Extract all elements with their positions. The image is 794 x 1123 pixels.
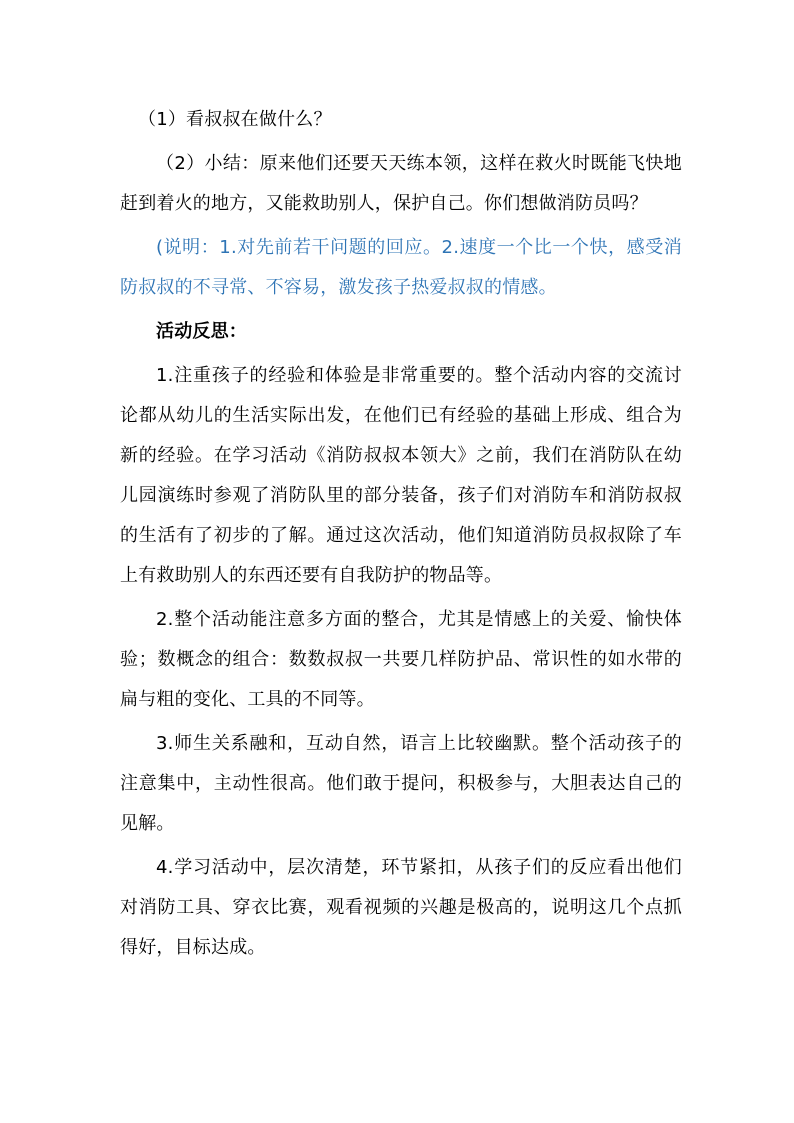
reflection-point-1: 1.注重孩子的经验和体验是非常重要的。整个活动内容的交流讨论都从幼儿的生活实际出发，在他们已有经验的基础上形成、组合为新的经验。在学习活动《消防叔叔本领大》之前，我们在消防队在幼儿园演练时参观了消防队里的部分装备，孩子们对消防车和消防叔叔的生活有了初步的了解。通过这次活动，他们知道消防员叔叔除了车上有救助别人的东西还要有自我防护的物品等。 [120,365,682,586]
question-1: （1）看叔叔在做什么？ [138,109,332,130]
question-2-summary: （2）小结：原来他们还要天天练本领，这样在救火时既能飞快地赶到着火的地方，又能救助别人，保护自己。你们想做消防员吗？ [120,153,682,214]
document-body [120,100,682,968]
reflection-point-2: 2.整个活动能注意多方面的整合，尤其是情感上的关爱、愉快体验；数概念的组合：数数叔叔一共要几样防护品、常识性的如水带的扁与粗的变化、工具的不同等。 [120,609,682,710]
section-heading-reflection: 活动反思： [156,321,247,342]
reflection-point-4: 4.学习活动中，层次清楚，环节紧扣，从孩子们的反应看出他们对消防工具、穿衣比赛，观看视频的兴趣是极高的，说明这几个点抓得好，目标达成。 [120,857,682,958]
explanation-note: (说明：1.对先前若干问题的回应。2.速度一个比一个快，感受消防叔叔的不寻常、不容易，激发孩子热爱叔叔的情感。 [120,237,682,298]
reflection-point-3: 3.师生关系融和，互动自然，语言上比较幽默。整个活动孩子的注意集中，主动性很高。他们敢于提问，积极参与，大胆表达自己的见解。 [120,733,682,834]
